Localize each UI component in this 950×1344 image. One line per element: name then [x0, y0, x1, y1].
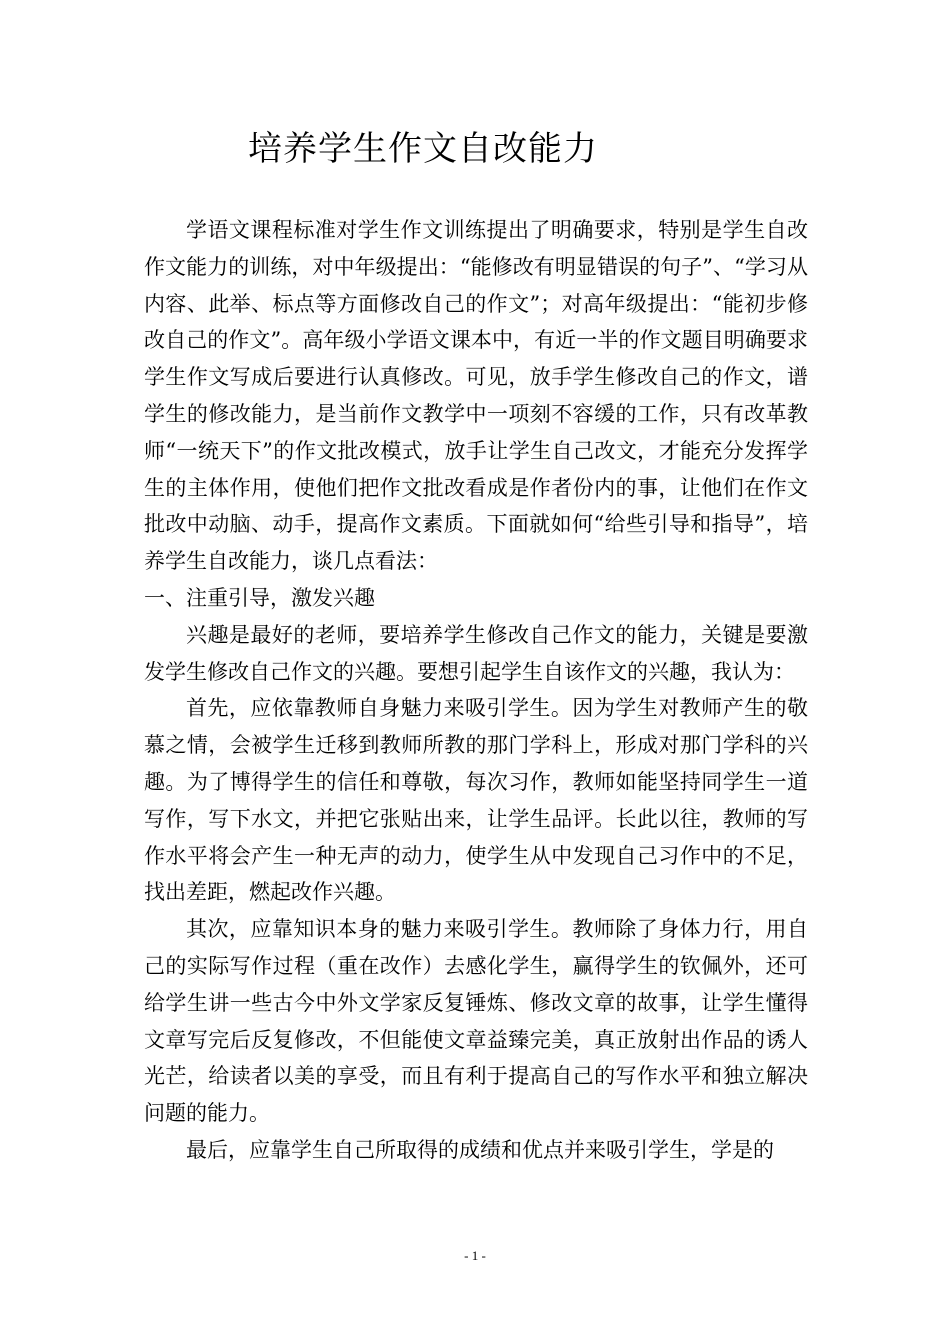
- document-body: [144, 212, 808, 1169]
- paragraph-first: 首先，应依靠教师自身魅力来吸引学生。因为学生对教师产生的敬慕之情，会被学生迁移到教师所教的那门学科上，形成对那门学科的兴趣。为了博得学生的信任和尊敬，每次习作，教师如能坚持同学生一道写作，写下水文，并把它张贴出来，让学生品评。长此以往，教师的写作水平将会产生一种无声的动力，使学生从中发现自己习作中的不足，找出差距，燃起改作兴趣。: [144, 696, 808, 905]
- paragraph-last: 最后，应靠学生自己所取得的成绩和优点并来吸引学生，学是的: [186, 1137, 774, 1162]
- document-title: 培养学生作文自改能力: [248, 129, 598, 169]
- paragraph-intro: 学语文课程标准对学生作文训练提出了明确要求，特别是学生自改作文能力的训练，对中年级提出：“能修改有明显错误的句子”、“学习从内容、此举、标点等方面修改自己的作文”；对高年级提出：“能初步修改自己的作文”。高年级小学语文课本中，有近一半的作文题目明确要求学生作文写成后要进行认真修改。可见，放手学生修改自己的作文，谱学生的修改能力，是当前作文教学中一项刻不容缓的工作，只有改革教师“一统天下”的作文批改模式，放手让学生自己改文，才能充分发挥学生的主体作用，使他们把作文批改看成是作者份内的事，让他们在作文批改中动脑、动手，提高作文素质。下面就如何“给些引导和指导”，培养学生自改能力，谈几点看法：: [144, 218, 808, 574]
- paragraph-interest: 兴趣是最好的老师，要培养学生修改自己作文的能力，关键是要激发学生修改自己作文的兴趣。要想引起学生自该作文的兴趣，我认为：: [144, 622, 808, 684]
- section-heading-1: 一、注重引导，激发兴趣: [144, 585, 375, 610]
- paragraph-second: 其次，应靠知识本身的魅力来吸引学生。教师除了身体力行，用自己的实际写作过程（重在改作）去感化学生，赢得学生的钦佩外，还可给学生讲一些古今中外文学家反复锤炼、修改文章的故事，让学生懂得文章写完后反复修改，不但能使文章益臻完美，真正放射出作品的诱人光芒，给读者以美的享受，而且有利于提高自己的写作水平和独立解决问题的能力。: [144, 917, 808, 1126]
- page-number: - 1 -: [464, 1248, 486, 1263]
